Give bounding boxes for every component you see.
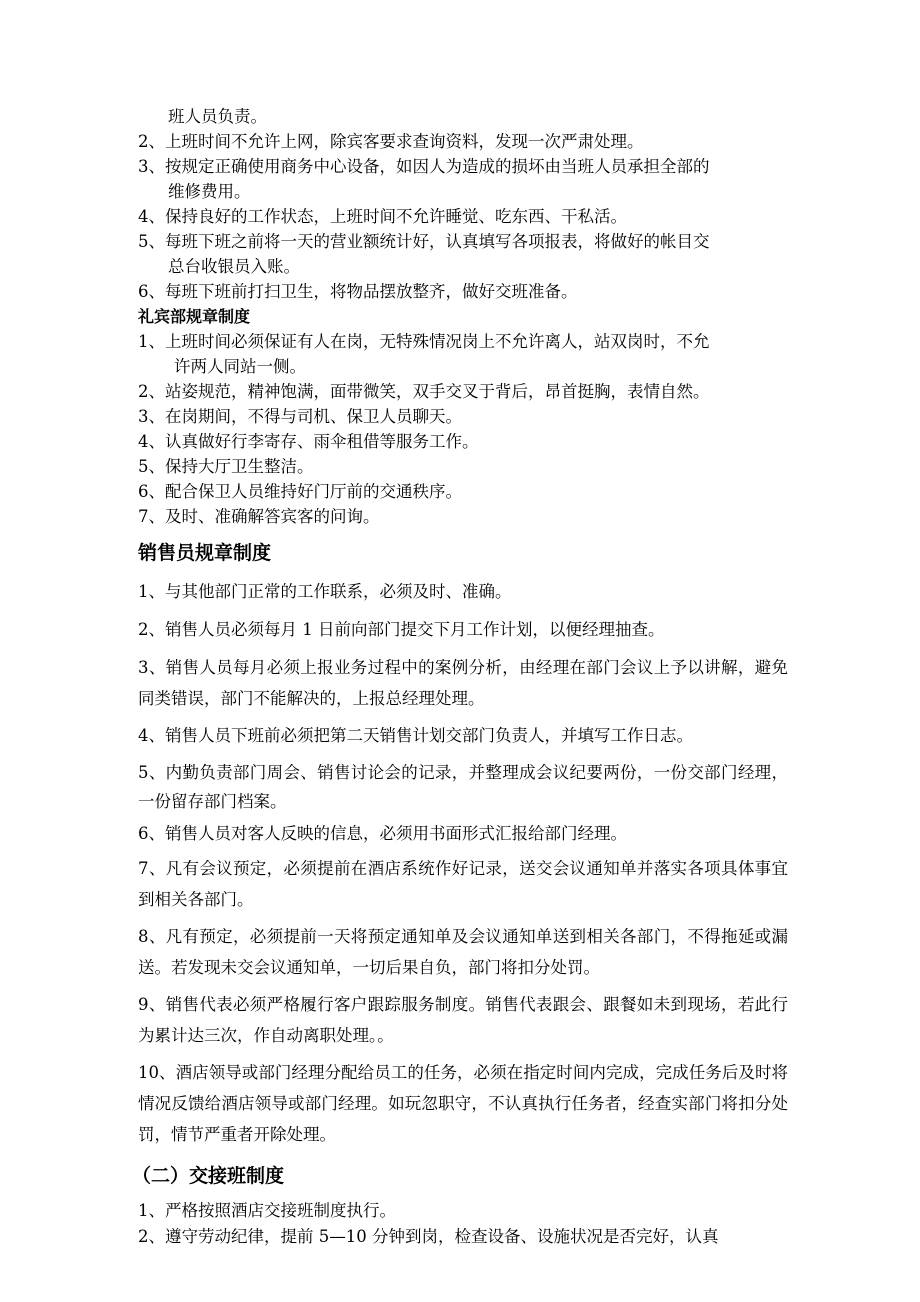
- list-item: [138, 404, 788, 429]
- handover-rules: [138, 1198, 788, 1250]
- list-item-text: 5、保持大厅卫生整洁。: [138, 457, 314, 476]
- list-item-text: 6、每班下班前打扫卫生，将物品摆放整齐，做好交班准备。: [138, 282, 578, 301]
- list-item-text: 2、上班时间不允许上网，除宾客要求查询资料，发现一次严肃处理。: [138, 132, 644, 151]
- concierge-rules: [138, 329, 788, 529]
- sales-rule-paragraph: 2、销售人员必须每月 1 日前向部门提交下月工作计划，以便经理抽查。: [138, 620, 665, 639]
- list-item-text: 3、在岗期间，不得与司机、保卫人员聊天。: [138, 407, 462, 426]
- handover-section-title: （二）交接班制度: [132, 1165, 285, 1187]
- sales-rule-paragraph: 9、销售代表必须严格履行客户跟踪服务制度。销售代表跟会、跟餐如未到现场，若此行为累计达三次，作自动离职处理。。: [138, 995, 788, 1045]
- list-item: [138, 129, 788, 154]
- list-item-text: 7、及时、准确解答宾客的问询。: [138, 507, 380, 526]
- list-item-text: 4、保持良好的工作状态，上班时间不允许睡觉、吃东西、干私活。: [138, 207, 627, 226]
- sales-rules: [138, 576, 788, 1150]
- handover-rule-line: 2、遵守劳动纪律，提前 5—10 分钟到岗，检查设备、设施状况是否完好，认真: [138, 1227, 719, 1246]
- document-body: [132, 104, 788, 1250]
- sales-rule-paragraph: 8、凡有预定，必须提前一天将预定通知单及会议通知单送到相关各部门，不得拖延或漏送。若发现未交会议通知单，一切后果自负，部门将扣分处罚。: [138, 927, 788, 977]
- list-item-continuation: 总台收银员入账。: [168, 257, 300, 276]
- handover-rule-line: 1、严格按照酒店交接班制度执行。: [138, 1201, 396, 1220]
- list-item: [138, 379, 788, 404]
- carryover-line: 班人员负责。: [168, 107, 267, 126]
- sales-section-title: 销售员规章制度: [138, 542, 272, 564]
- list-item-text: 5、每班下班之前将一天的营业额统计好，认真填写各项报表，将做好的帐目交: [138, 232, 710, 251]
- concierge-section-title: 礼宾部规章制度: [138, 307, 251, 326]
- list-item: [138, 154, 788, 204]
- list-item: [138, 204, 788, 229]
- list-item: [138, 279, 788, 304]
- business-center-rules: [138, 129, 788, 304]
- list-item: [138, 329, 788, 379]
- sales-rule-paragraph: 7、凡有会议预定，必须提前在酒店系统作好记录，送交会议通知单并落实各项具体事宜到相关各部门。: [138, 859, 788, 909]
- list-item: [138, 479, 788, 504]
- sales-rule-paragraph: 4、销售人员下班前必须把第二天销售计划交部门负责人，并填写工作日志。: [138, 726, 693, 745]
- sales-rule-paragraph: 3、销售人员每月必须上报业务过程中的案例分析，由经理在部门会议上予以讲解，避免同类错误，部门不能解决的，上报总经理处理。: [138, 658, 788, 708]
- sales-rule-paragraph: 5、内勤负责部门周会、销售讨论会的记录，并整理成会议纪要两份，一份交部门经理，一份留存部门档案。: [138, 763, 788, 811]
- list-item-text: 1、上班时间必须保证有人在岗，无特殊情况岗上不允许离人，站双岗时，不允: [138, 332, 710, 351]
- list-item: [138, 504, 788, 529]
- list-item: [138, 229, 788, 279]
- list-item-text: 3、按规定正确使用商务中心设备，如因人为造成的损坏由当班人员承担全部的: [138, 157, 710, 176]
- sales-rule-paragraph: 1、与其他部门正常的工作联系，必须及时、准确。: [138, 582, 512, 601]
- list-item-text: 2、站姿规范，精神饱满，面带微笑，双手交叉于背后，昂首挺胸，表情自然。: [138, 382, 710, 401]
- sales-rule-paragraph: 10、酒店领导或部门经理分配给员工的任务，必须在指定时间内完成，完成任务后及时将情况反馈给酒店领导或部门经理。如玩忽职守，不认真执行任务者，经查实部门将扣分处罚，情节严重者开除处理。: [138, 1063, 788, 1144]
- list-item-text: 6、配合保卫人员维持好门厅前的交通秩序。: [138, 482, 462, 501]
- list-item: [138, 454, 788, 479]
- list-item-continuation: 许两人同站一侧。: [174, 357, 306, 376]
- list-item-continuation: 维修费用。: [168, 182, 251, 201]
- sales-rule-paragraph: 6、销售人员对客人反映的信息，必须用书面形式汇报给部门经理。: [138, 824, 627, 843]
- list-item: [138, 429, 788, 454]
- list-item-text: 4、认真做好行李寄存、雨伞租借等服务工作。: [138, 432, 479, 451]
